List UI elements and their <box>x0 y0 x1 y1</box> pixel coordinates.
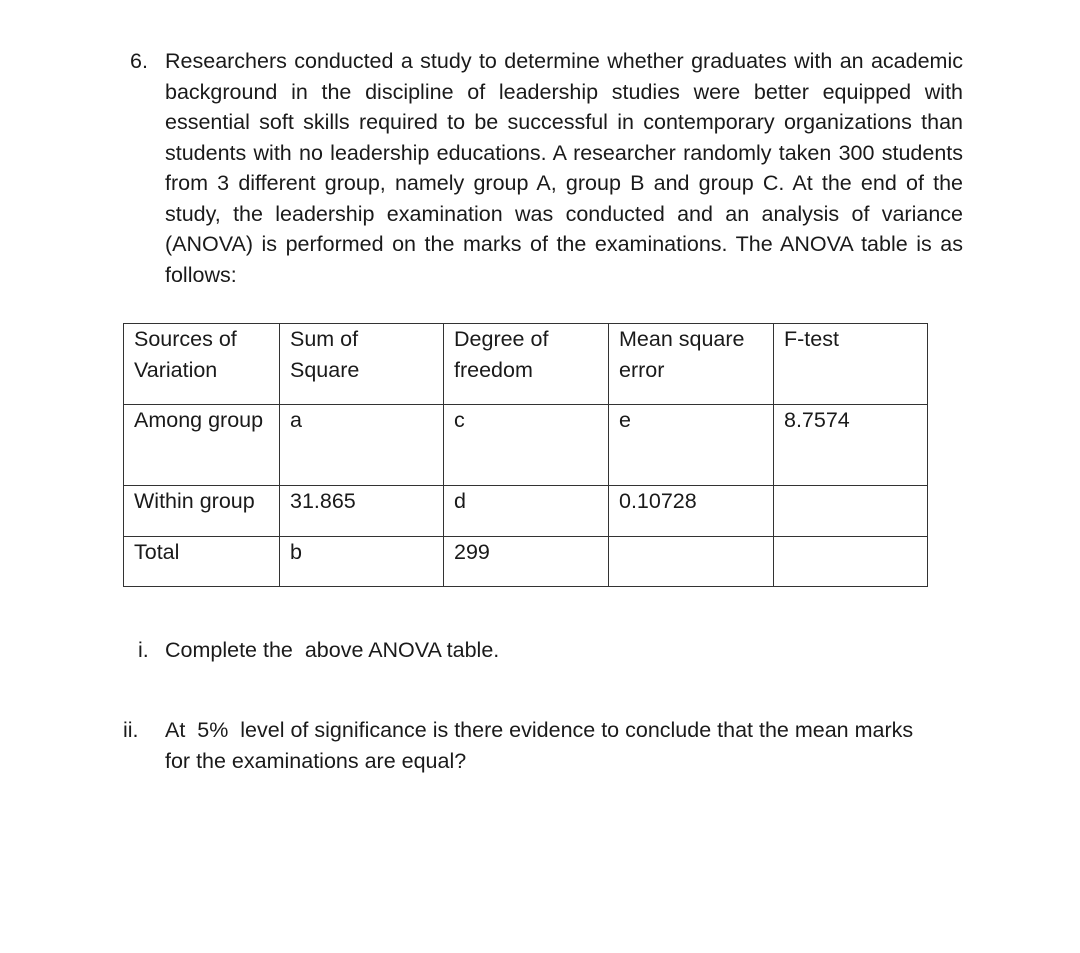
cell-sum-of-square: 31.865 <box>280 486 444 537</box>
cell-degree-of-freedom: d <box>444 486 609 537</box>
anova-table <box>123 323 928 587</box>
cell-f-test <box>774 486 928 537</box>
header-sum-of-square: Sum of Square <box>280 324 444 405</box>
cell-mean-square <box>609 537 774 587</box>
cell-degree-of-freedom: c <box>444 405 609 486</box>
cell-sum-of-square: b <box>280 537 444 587</box>
header-sources-of-variation: Sources of Variation <box>124 324 280 405</box>
cell-mean-square: e <box>609 405 774 486</box>
subquestion-i <box>138 635 499 666</box>
header-degree-of-freedom: Degree of freedom <box>444 324 609 405</box>
cell-mean-square: 0.10728 <box>609 486 774 537</box>
cell-source: Among group <box>124 405 280 486</box>
header-f-test: F-test <box>774 324 928 405</box>
table-row <box>124 486 928 537</box>
question-6 <box>130 46 963 290</box>
subquestion-text: Complete the above ANOVA table. <box>165 638 500 662</box>
table-row <box>124 537 928 587</box>
cell-source: Within group <box>124 486 280 537</box>
subquestion-number: ii. <box>123 718 139 742</box>
cell-f-test <box>774 537 928 587</box>
question-number: 6. <box>130 49 148 73</box>
cell-f-test: 8.7574 <box>774 405 928 486</box>
subquestion-text: At 5% level of significance is there evidence to conclude that the mean marks for the examinations are equal? <box>165 718 920 773</box>
header-mean-square-error: Mean square error <box>609 324 774 405</box>
cell-degree-of-freedom: 299 <box>444 537 609 587</box>
subquestion-ii <box>123 715 923 777</box>
question-text: Researchers conducted a study to determine whether graduates with an academic background in the discipline of leadership studies were better equipped with essential soft skills required to be successful in contemporary organizations than students with no leadership educations. A researcher randomly taken 300 students from 3 different group, namely group A, group B and group C. At the end of the study, the leadership examination was conducted and an analysis of variance (ANOVA) is performed on the marks of the examinations. The ANOVA table is as follows: <box>165 49 963 287</box>
subquestion-number: i. <box>138 638 149 662</box>
cell-source: Total <box>124 537 280 587</box>
table-row <box>124 405 928 486</box>
table-header-row <box>124 324 928 405</box>
cell-sum-of-square: a <box>280 405 444 486</box>
